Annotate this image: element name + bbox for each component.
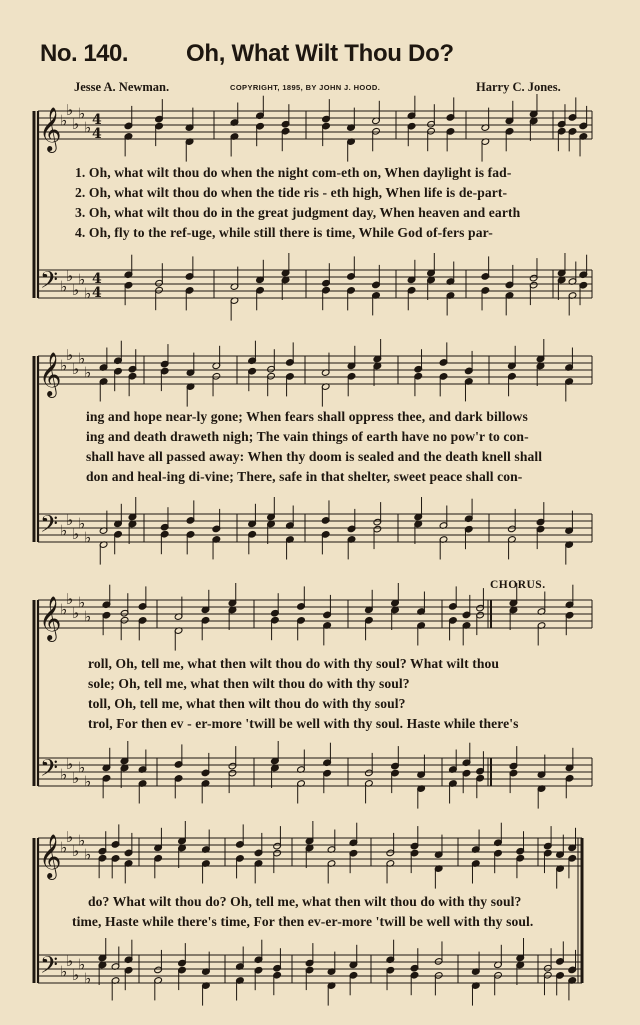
bass-clef: 𝄢 (40, 754, 59, 787)
flat-sign: ♭ (78, 104, 86, 123)
chorus-label: CHORUS. (490, 579, 546, 591)
author-credit: Jesse A. Newman. (74, 80, 170, 94)
lyric-line: do? What wilt thou do? Oh, tell me, what then wilt thou do with thy soul? (88, 894, 522, 909)
flat-sign: ♭ (84, 118, 92, 137)
time-signature: 4 (92, 112, 102, 128)
flat-sign: ♭ (72, 281, 80, 299)
treble-clef: 𝄞 (39, 352, 62, 396)
flat-sign: ♭ (78, 593, 86, 612)
time-signature: 4 (92, 126, 102, 142)
lyric-line: roll, Oh, tell me, what then wilt thou do with thy soul? What wilt thou (88, 656, 500, 671)
lyric-line: ing and hope near-ly gone; When fears shall oppress thee, and dark billows (86, 409, 528, 424)
flat-sign: ♭ (60, 356, 68, 375)
flat-sign: ♭ (72, 604, 80, 622)
hymn-title: Oh, What Wilt Thou Do? (186, 40, 454, 67)
hymn-number: No. 140. (40, 40, 129, 67)
lyric-line: toll, Oh, tell me, what then wilt thou do with thy soul? (88, 696, 406, 711)
flat-sign: ♭ (60, 277, 68, 296)
lyric-line: trol, For then ev - er-more 'twill be well with thy soul. Haste while there's (88, 716, 519, 731)
flat-sign: ♭ (66, 952, 74, 970)
lyric-line: don and heal-ing di-vine; There, safe in that shelter, sweet peace shall con- (86, 469, 523, 484)
flat-sign: ♭ (66, 511, 74, 529)
flat-sign: ♭ (78, 270, 86, 289)
flat-sign: ♭ (72, 525, 80, 543)
lyric-line: ing and death draweth nigh; The vain things of earth have no pow'r to con- (86, 429, 529, 444)
flat-sign: ♭ (60, 521, 68, 540)
flat-sign: ♭ (78, 514, 86, 533)
flat-sign: ♭ (66, 755, 74, 773)
treble-clef: 𝄞 (39, 596, 62, 640)
time-signature: 4 (92, 285, 102, 301)
flat-sign: ♭ (66, 590, 74, 608)
flat-sign: ♭ (84, 845, 92, 864)
lyric-line: 3. Oh, what wilt thou do in the great judgment day, When heaven and earth (75, 205, 521, 220)
flat-sign: ♭ (60, 962, 68, 981)
flat-sign: ♭ (84, 528, 92, 547)
bass-clef: 𝄢 (40, 510, 59, 543)
flat-sign: ♭ (84, 363, 92, 382)
flat-sign: ♭ (84, 969, 92, 988)
lyric-line: sole; Oh, tell me, what then wilt thou do with thy soul? (88, 676, 410, 691)
copyright-notice: COPYRIGHT, 1895, BY JOHN J. HOOD. (230, 83, 381, 92)
flat-sign: ♭ (66, 828, 74, 846)
flat-sign: ♭ (60, 838, 68, 857)
flat-sign: ♭ (84, 607, 92, 626)
flat-sign: ♭ (66, 346, 74, 364)
flat-sign: ♭ (72, 842, 80, 860)
flat-sign: ♭ (78, 831, 86, 850)
flat-sign: ♭ (66, 101, 74, 119)
flat-sign: ♭ (78, 955, 86, 974)
treble-clef: 𝄞 (39, 834, 62, 878)
lyric-line: 4. Oh, fly to the ref-uge, while still there is time, While God of-fers par- (75, 225, 493, 240)
flat-sign: ♭ (60, 600, 68, 619)
flat-sign: ♭ (72, 966, 80, 984)
time-signature: 4 (92, 271, 102, 287)
treble-clef: 𝄞 (39, 107, 62, 151)
flat-sign: ♭ (78, 349, 86, 368)
flat-sign: ♭ (78, 758, 86, 777)
lyric-line: time, Haste while there's time, For then ev-er-more 'twill be well with thy soul. (72, 914, 534, 929)
flat-sign: ♭ (72, 115, 80, 133)
flat-sign: ♭ (60, 765, 68, 784)
lyric-line: shall have all passed away: When thy doom is sealed and the death knell shall (86, 449, 543, 464)
lyric-line: 2. Oh, what wilt thou do when the tide ris - eth high, When life is de-part- (75, 185, 508, 200)
flat-sign: ♭ (84, 284, 92, 303)
flat-sign: ♭ (72, 769, 80, 787)
bass-clef: 𝄢 (40, 951, 59, 984)
lyric-line: 1. Oh, what wilt thou do when the night com-eth on, When daylight is fad- (75, 165, 512, 180)
composer-credit: Harry C. Jones. (476, 80, 561, 94)
bass-clef: 𝄢 (40, 266, 59, 299)
flat-sign: ♭ (66, 267, 74, 285)
flat-sign: ♭ (60, 111, 68, 130)
flat-sign: ♭ (84, 772, 92, 791)
flat-sign: ♭ (72, 360, 80, 378)
